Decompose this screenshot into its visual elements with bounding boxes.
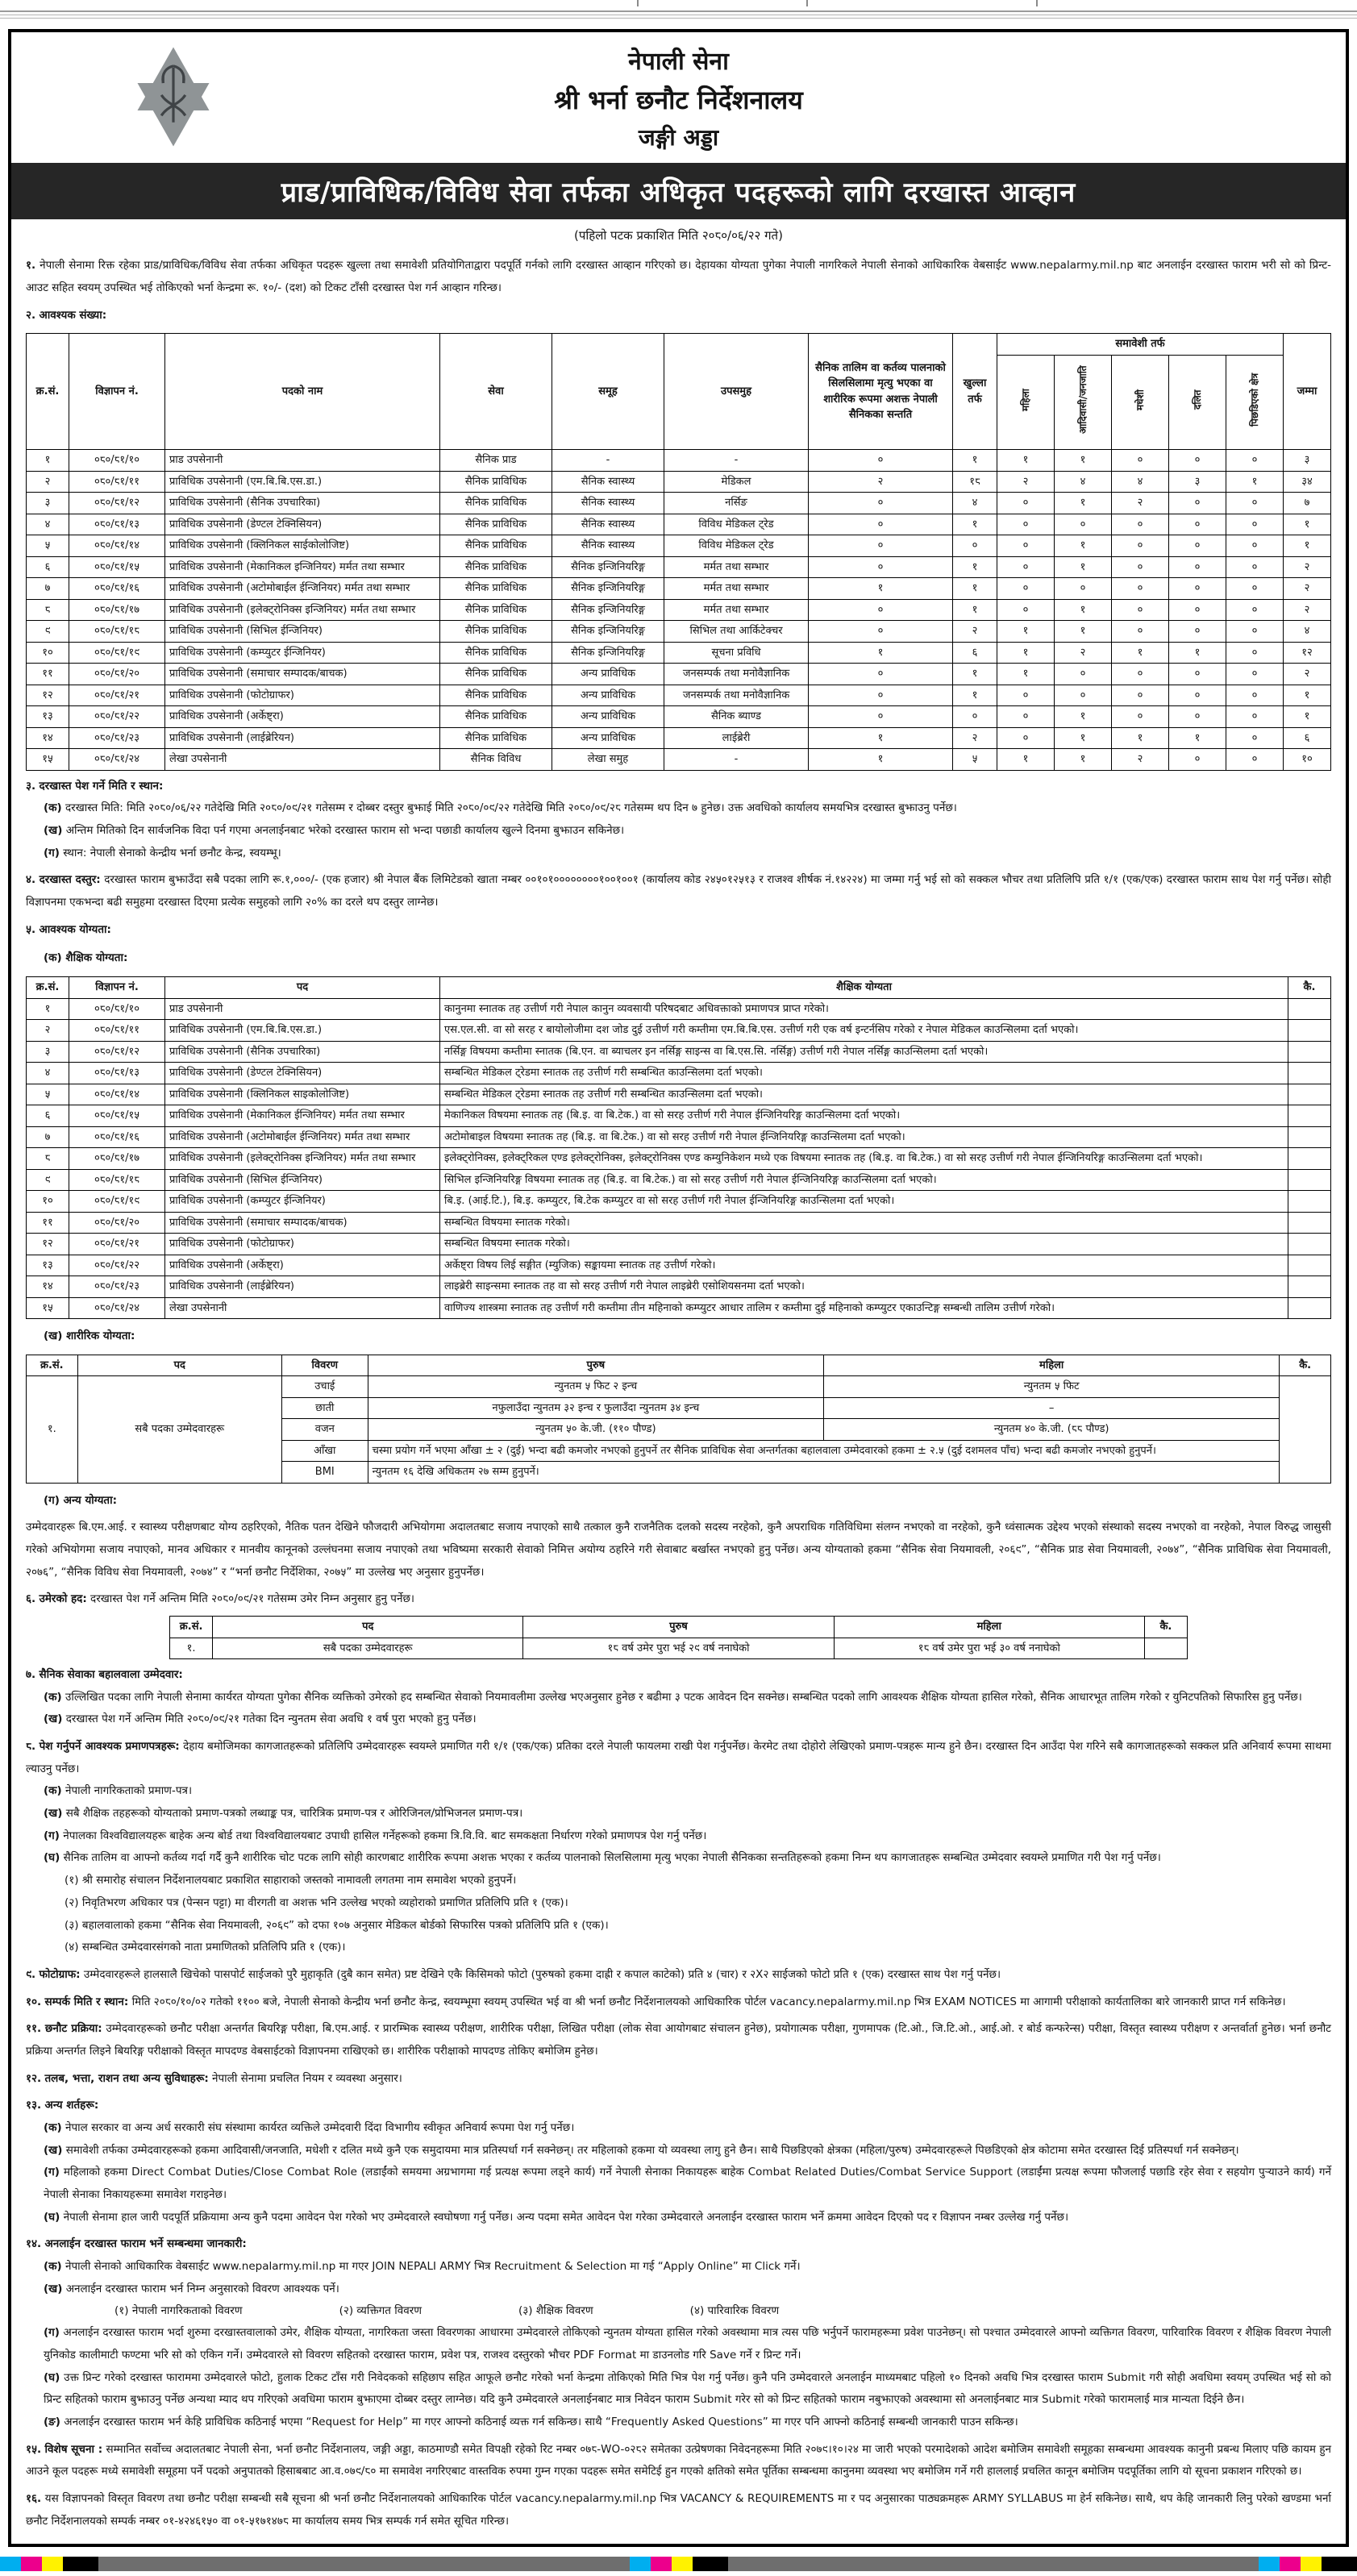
magenta-mark xyxy=(21,2557,42,2571)
col-header-post: पद xyxy=(165,977,440,999)
section-12: १२. तलब, भत्ता, राशन तथा अन्य सुविधाहरू: नेपाली सेनामा प्रचलित नियम र व्यवस्था अनुसार। xyxy=(26,2071,402,2085)
table-row: १२ ०८०/८१/२१ प्राविधिक उपसेनानी (फोटोग्राफर) सम्बन्धित विषयमा स्नातक गरेको। xyxy=(27,1234,1331,1255)
section-7-item-kha: (ख) दरखास्त पेश गर्ने अन्तिम मिति २०८०/०९/२१ गतेका दिन न्युनतम सेवा अवधि १ वर्ष पुरा भएको हुनु पर्नेछ। xyxy=(44,1712,477,1726)
physical-row-bmi: BMI न्युनतम १६ देखि अधिकतम २७ सम्म हुनुपर्ने। xyxy=(27,1462,1331,1484)
gray-bar xyxy=(98,2557,630,2571)
advert-banner-title: प्राड/प्राविधिक/विविध सेवा तर्फका अधिकृत पदहरूको लागि दरखास्त आव्हान xyxy=(11,163,1346,219)
table-row: २ ०८०/८१/११ प्राविधिक उपसेनानी (एम.बि.बि.एस.डा.) सैनिक प्राविधिक सैनिक स्वास्थ्य मेडिकल २ १८ २ ४ ४ ३ १ ३४ xyxy=(27,471,1331,493)
education-qualification-heading: (क) शैक्षिक योग्यता: xyxy=(44,951,128,965)
table-row: ७ ०८०/८१/१६ प्राविधिक उपसेनानी (अटोमोबाईल ईन्जिनियर) मर्मत तथा सम्भार सैनिक प्राविधिक सैनिक इन्जिनियरिङ्ग मर्मत तथा सम्भार १ १ ० ० ० ० ० २ xyxy=(27,578,1331,600)
table-row: ६ ०८०/८१/१५ प्राविधिक उपसेनानी (मेकानिकल ईन्जिनियर) मर्मत तथा सम्भार मेकानिकल विषयमा स्नातक तह (बि.इ. वा बि.टेक.) वा सो सरह उत्तीर्ण गरी नेपाल ईन्जिनियरिङ्ग काउन्सिलमा दर्ता भएको। xyxy=(27,1105,1331,1127)
col-header-group: समूह xyxy=(552,334,664,450)
physical-row-height: १. सबै पदका उम्मेदवारहरू उचाई न्युनतम ५ फिट २ इन्च न्युनतम ५ फिट xyxy=(27,1376,1331,1398)
section-11: ११. छनौट प्रक्रिया: उम्मेदवारहरूको छनौट परीक्षा अन्तर्गत बियरिङ्ग परीक्षा, बि.एम.आई. र प्रारम्भिक स्वास्थ्य परीक्षण, शारीरिक परीक्षा, लिखित परीक्षा (लोक सेवा आयोगबाट संचालन हुनेछ), प्रयोगात्मक परीक्षा, गुणमापक (टि.ओ., जि.टि.ओ., आई.ओ. र बोर्ड कन्फरेन्स) परीक्षा, विस्तृत स्वास्थ्य परीक्षण र अन्तर्वार्ता हुनेछ। भर्ना छनौट प्रक्रिया अन्तर्गत लिइने बियरिङ्ग परीक्षाको विस्तृत मापदण्ड वेबसाईटको विज्ञापनमा राखिएको छ। शारीरिक परीक्षाको मापदण्ड तोकिए बमोजिम हुनेछ। xyxy=(26,2022,1331,2058)
table-row: १४ ०८०/८१/२३ प्राविधिक उपसेनानी (लाईब्रेरियन) लाइब्रेरी साइन्समा स्नातक तह वा सो सरह उत्तीर्ण गरी नेपाल लाइब्रेरी एसोशियसनमा दर्ता भएको। xyxy=(27,1276,1331,1298)
table-row: १० ०८०/८१/१९ प्राविधिक उपसेनानी (कम्प्युटर ईन्जिनियर) सैनिक प्राविधिक सैनिक इन्जिनियरिङ्ग सूचना प्रविधि १ ६ १ २ १ १ ० १२ xyxy=(27,642,1331,664)
col-header-backward-region: पिछडिएको क्षेत्र xyxy=(1249,372,1260,427)
col-header-advt: विज्ञापन नं. xyxy=(69,977,165,999)
black-mark xyxy=(693,2557,728,2571)
table-row: ६ ०८०/८१/१५ प्राविधिक उपसेनानी (मेकानिकल इन्जिनियर) मर्मत तथा सम्भार सैनिक प्राविधिक सैनिक इन्जिनियरिङ्ग मर्मत तथा सम्भार ० १ ० १ ० ० ० २ xyxy=(27,556,1331,578)
section-15: १५. विशेष सूचना : सम्मानित सर्वोच्च अदालतबाट नेपाली सेना, भर्ना छनौट निर्देशनालय, जङ्गी अड्डा, काठमाण्डौ समेत विपक्षी रहेको रिट नम्बर ०७८-WO-०२८२ समेतका उत्प्रेषणका निवेदनहरूमा मिति २०७९।१०।२४ मा जारी भएको परमादेशको आदेश बमोजिम समावेशी समूहका सम्बन्धमा आवश्यक कानुनी प्रबन्ध मिलाए पछि कायम हुन आउने कूल पदहरू मध्ये समावेशी समूहमा पर्ने पदको अनुपातको हिसाबबाट आ.व.०७९/८० मा समावेश नगरिएबाट वास्तविक रुपमा गुम्न गएका पदहरू समेत समेटिई हुन गएको क्षतिको समेत पूर्तिका सम्बन्धमा कानुनमा व्यवस्था भए बमोजिम गर्ने गरी हाललाई प्रचलित कानून बमोजिम पदपूर्तिका लागि यो सूचना प्रकाशन गरिएको छ। xyxy=(26,2442,1332,2478)
black-mark xyxy=(63,2557,98,2571)
section-14: १४. अनलाईन दरखास्त फाराम भर्ने सम्बन्धमा जानकारी: xyxy=(26,2237,247,2251)
cyan-mark xyxy=(1259,2557,1280,2571)
org-title: नेपाली सेना xyxy=(628,48,729,76)
section-1 xyxy=(26,255,1331,299)
age-table-wrapper xyxy=(169,1616,1188,1659)
section-8-subitem-3: (३) बहालवालाको हकमा “सैनिक सेवा नियमावली, २०६९” को दफा १०७ अनुसार मेडिकल बोर्डको सिफारिस पत्रको प्रतिलिपि प्रति १ (एक)। xyxy=(65,1918,609,1932)
section-5: ५. आवश्यक योग्यता: xyxy=(26,922,111,936)
cyan-mark xyxy=(0,2557,21,2571)
table-row: ११ ०८०/८१/२० प्राविधिक उपसेनानी (समाचार सम्पादक/बाचक) सम्बन्धित विषयमा स्नातक गरेको। xyxy=(27,1212,1331,1234)
section-13-item-ga: (ग) महिलाको हकमा Direct Combat Duties/Close Combat Role (लडाईंको समयमा अग्रभागमा गई प्रत्यक्ष रूपमा लड्ने कार्य) गर्ने नेपाली सेनाका निकायहरू बाहेक Combat Related Duties/Combat Service Support (लडाईंमा प्रत्यक्ष रूपमा फौजलाई पछाडि रहेर सेवा र सहयोग पुऱ्याउने कार्य) गर्ने नेपाली सेनाका निकायहरूमा समावेश गराइनेछ। xyxy=(44,2166,1331,2201)
col-header-janajati: आदिवासी/जनजाति xyxy=(1077,365,1089,435)
section-13-item-ka: (क) नेपाल सरकार वा अन्य अर्ध सरकारी संघ संस्थामा कार्यरत व्यक्तिले उम्मेदवारी दिंदा विभागीय स्वीकृत अनिवार्य रूपमा पेश गर्नु पर्नेछ। xyxy=(44,2120,575,2134)
yellow-mark xyxy=(672,2557,693,2571)
physical-row-weight: वजन न्युनतम ५० के.जी. (११० पौण्ड) न्युनतम ४० के.जी. (८८ पौण्ड) xyxy=(27,1419,1331,1441)
col-header-sn: क्र.सं. xyxy=(27,334,69,450)
yellow-mark xyxy=(1301,2557,1322,2571)
section-4: ४. दरखास्त दस्तुर: दरखास्त फाराम बुझाउँदा सबै पदका लागि रू.१,०००/- (एक हजार) श्री नेपाल बैंक लिमिटेडको खाता नम्बर ००१०१००००००००१००१००१ (कार्यालय कोड २४५०१२५१३ र राजश्व शीर्षक नं.१४२२४) मा जम्मा गर्नु भई सो को सक्कल भौचर तथा प्रतिलिपि प्रति १/१ (एक/एक) दरखास्त फाराम साथ पेश गर्नु पर्नेछ। सोही विज्ञापनमा एकभन्दा बढी समुहमा दरखास्त दिएमा प्रत्येक समुहको लागि २०% का दरले थप दस्तुर लाग्नेछ। xyxy=(26,873,1331,909)
cyan-mark xyxy=(630,2557,651,2571)
published-date-line: (पहिलो पटक प्रकाशित मिति २०८०/०६/२२ गते) xyxy=(574,228,783,243)
col-header-service: सेवा xyxy=(440,334,552,450)
section-number: १. xyxy=(26,259,36,273)
table-row: ७ ०८०/८१/१६ प्राविधिक उपसेनानी (अटोमोबाईल ईन्जिनियर) मर्मत तथा सम्भार अटोमोबाइल विषयमा स्नातक तह (बि.इ. वा बि.टेक.) वा सो सरह उत्तीर्ण गरी नेपाल ईन्जिनियरिङ्ग काउन्सिलमा दर्ता भएको। xyxy=(27,1126,1331,1148)
section-7-item-ka: (क) उल्लिखित पदका लागि नेपाली सेनामा कार्यरत योग्यता पुगेका सैनिक व्यक्तिको उमेरको हद सम्बन्धित सेवाको नियमावलीमा उल्लेख भएअनुसार हुनेछ र बढीमा ३ पटक आवेदन दिन सक्नेछ। सम्बन्धित पदको लागि आवश्यक शैक्षिक योग्यता हासिल गरेको, सैनिक आधारभूत तालिम गरेको र युनिटपतिको सिफारिस हुनु पर्नेछ। xyxy=(44,1690,1302,1704)
col-header-total: जम्मा xyxy=(1284,334,1331,450)
table-row: १५ ०८०/८१/२४ लेखा उपसेनानी वाणिज्य शास्त्रमा स्नातक तह उत्तीर्ण गरी कम्तीमा तीन महिनाको कम्प्युटर आधार तालिम र कम्तीमा दुई महिनाको कम्प्युटर एकाउन्टिङ्ग सम्बन्धी तालिम उत्तीर्ण गरेको। xyxy=(27,1297,1331,1319)
section-14-detail-columns: (१) नेपाली नागरिकताको विवरण (२) व्यक्तिगत विवरण (३) शैक्षिक विवरण (४) पारिवारिक विवरण xyxy=(114,2304,780,2318)
table-row: ४ ०८०/८१/१३ प्राविधिक उपसेनानी (डेण्टल टेक्निसियन) सम्बन्धित मेडिकल ट्रेडमा स्नातक तह उत्तीर्ण गरी सम्बन्धित काउन्सिलमा दर्ता भएको। xyxy=(27,1063,1331,1084)
physical-table: क्र.सं. पद विवरण पुरुष महिला कै. १. सबै पदका उम्मेदवारहरू उचाई न्युनतम ५ फिट २ इन्च न्युनतम ५ फिट छाती नफुलाउँदा न्युनतम ३२ इन्च र फुलाउँदा न्युनतम ३४ इन्च – वजन न्युनतम ५० के.जी. (११० पौण्ड) न्युनतम ४० के.जी. (८८ पौण्ड) आँखा चस्मा प्रयोग गर्ने भएमा आँखा ± २ (दुई) भन्दा बढी कमजोर नभएको हुनुपर्ने तर सैनिक प्राविधिक सेवा अन्तर्गतका बहालवाला उम्मेदवारको हकमा ± २.५ (दुई दशमलव पाँच) भन्दा बढी कमजोर नभएको हुनुपर्ने। BMI न्युनतम १६ देखि अधिकतम २७ सम्म हुनुपर्ने। xyxy=(26,1355,1331,1484)
table-row: १ ०८०/८१/१० प्राड उपसेनानी सैनिक प्राड - - ० १ १ १ ० ० ० ३ xyxy=(27,450,1331,472)
table-row: १४ ०८०/८१/२३ प्राविधिक उपसेनानी (लाईब्रेरियन) सैनिक प्राविधिक अन्य प्राविधिक लाईब्रेरी १ २ ० १ १ १ ० ६ xyxy=(27,727,1331,749)
section-8-item-ga: (ग) नेपालका विश्वविद्यालयहरू बाहेक अन्य बोर्ड तथा विश्वविद्यालयबाट उपाधी हासिल गर्नेहरूको हकमा त्रि.वि.वि. बाट समकक्षता निर्धारण गरेको प्रमाणपत्र पेश गर्नु पर्नेछ। xyxy=(44,1829,707,1842)
advert-body xyxy=(11,245,1346,2544)
col-header-martyr-children: सैनिक तालिम वा कर्तव्य पालनाको सिलसिलामा मृत्यु भएका वा शारीरिक रूपमा अशक्त नेपाली सैनिकका सन्तति xyxy=(809,334,953,450)
section-3-item-kha: (ख) अन्तिम मितिको दिन सार्वजनिक विदा पर्न गएमा अनलाईनबाट भरेको दरखास्त फाराम सो भन्दा पछाडी कार्यालय खुल्ने दिनमा बुझाउन सकिनेछ। xyxy=(44,824,625,838)
magenta-mark xyxy=(651,2557,672,2571)
gray-bar xyxy=(728,2557,1259,2571)
section-8-item-kha: (ख) सबै शैक्षिक तहहरूको योग्यताको प्रमाण-पत्रको लब्धाङ्क पत्र, चारित्रिक प्रमाण-पत्र र ओरिजिनल/प्रोभिजनल प्रमाण-पत्र। xyxy=(44,1807,523,1821)
col-header-madhesi: मधेशी xyxy=(1134,389,1146,410)
table-row: ८ ०८०/८१/१७ प्राविधिक उपसेनानी (इलेक्ट्रोनिक्स इन्जिनियर) मर्मत तथा सम्भार इलेक्ट्रोनिक्स, इलेक्ट्रिकल एण्ड इलेक्ट्रोनिक्स, इलेक्ट्रोनिक्स एण्ड कम्युनिकेशन मध्ये एक विषयमा स्नातक तह (बि.इ. वा बि.टेक.) वा सो सरह उत्तीर्ण गरी नेपाल ईन्जिनियरिङ्ग काउन्सिलमा दर्ता भएको। xyxy=(27,1148,1331,1170)
col-header-advt: विज्ञापन नं. xyxy=(69,334,165,450)
newspaper-masthead-rules xyxy=(0,0,1357,29)
directorate-title: श्री भर्ना छनौट निर्देशनालय xyxy=(554,85,803,115)
col-header-female: महिला xyxy=(1020,388,1031,411)
section-14-item-ka: (क) नेपाली सेनाको आधिकारिक वेबसाईट www.nepalarmy.mil.np मा गएर JOIN NEPALI ARMY भित्र Recruitment & Selection मा गई “Apply Online” मा Click गर्ने। xyxy=(44,2259,801,2273)
table-row: ९ ०८०/८१/१८ प्राविधिक उपसेनानी (सिभिल ईन्जिनियर) सिभिल इन्जिनियरिङ्ग विषयमा स्नातक तह (बि.इ. वा बि.टेक.) वा सो सरह उत्तीर्ण गरी नेपाल ईन्जिनियरिङ्ग काउन्सिलमा दर्ता भएको। xyxy=(27,1169,1331,1191)
column-rule-ticks xyxy=(0,0,1357,6)
table-row: ११ ०८०/८१/२० प्राविधिक उपसेनानी (समाचार सम्पादक/बाचक) सैनिक प्राविधिक अन्य प्राविधिक जनसम्पर्क तथा मनोवैज्ञानिक ० १ १ ० ० ० ० २ xyxy=(27,664,1331,685)
yellow-mark xyxy=(42,2557,63,2571)
magenta-mark xyxy=(1280,2557,1301,2571)
table-row: १० ०८०/८१/१९ प्राविधिक उपसेनानी (कम्प्युटर ईन्जिनियर) बि.इ. (आई.टि.), बि.इ. कम्प्युटर, बि.टेक कम्प्युटर वा सो सरह उत्तीर्ण गरी नेपाल ईन्जिनियरिङ्ग काउन्सिलमा दर्ता भएको। xyxy=(27,1191,1331,1213)
section-7: ७. सैनिक सेवाका बहालवाला उम्मेदवार: xyxy=(26,1668,183,1682)
section-10: १०. सम्पर्क मिति र स्थान: मिति २०८०/१०/०२ गतेको ११०० बजे, नेपाली सेनाको केन्द्रीय भर्ना छनौट केन्द्र, स्वयम्भूमा स्वयम् उपस्थित भई वा श्री भर्ना छनौट निर्देशनालयको आधिकारिक पोर्टल vacancy.nepalarmy.mil.np भित्र EXAM NOTICES मा आगामी परीक्षाको कार्यतालिका बारे जानकारी प्राप्त गर्न सकिनेछ। xyxy=(26,1995,1286,2008)
age-table: क्र.सं. पद पुरुष महिला कै. १. सबै पदका उम्मेदवारहरू १८ वर्ष उमेर पुरा भई २९ वर्ष ननाघेको १८ वर्ष उमेर पुरा भई ३० वर्ष ननाघेको xyxy=(169,1616,1188,1659)
education-table-wrapper xyxy=(26,976,1331,1319)
section-13: १३. अन्य शर्तहरू: xyxy=(26,2099,99,2112)
masthead-rule xyxy=(0,18,1357,19)
education-table xyxy=(26,976,1331,1319)
section-14-item-kha: (ख) अनलाईन दरखास्त फाराम भर्न निम्न अनुसारको विवरण आवश्यक पर्ने। xyxy=(44,2282,339,2295)
other-qualification-text: उम्मेदवारहरू बि.एम.आई. र स्वास्थ्य परीक्षणबाट योग्य ठहरिएको, नैतिक पतन देखिने फौजदारी अभियोगमा अदालतबाट सजाय नपाएको साथै तत्काल कुनै राजनैतिक दलको सदस्य नरहेको, कुनै अपराधिक गतिविधिमा संलग्न नभएको वा नरहेको, कुनै ध्वंसात्मक उद्देश्य भएको संस्थाको सदस्य नभएको वा नरहेको, नेपाल विरुद्ध जासुसी गरेको अभियोगमा सजाय नपाएको, मानव अधिकार र मानवीय कानूनको उल्लंघनमा सजाय नपाएको तथा भविष्यमा सरकारी सेवाको निमित्त अयोग्य ठहरिने गरी सेवाबाट बर्खास्त नभएको हुनु पर्नेछ। अन्य योग्यताको हकमा “सैनिक सेवा नियमावली, २०६९”, “सैनिक प्राड सेवा नियमावली, २०७४”, “सैनिक प्राविधिक सेवा नियमावली, २०७६”, “सैनिक विविध सेवा नियमावली, २०७४” र “भर्ना छनौट निर्देशिका, २०७५” मा उल्लेख भए अनुसार हुनुपर्नेछ। xyxy=(26,1521,1331,1579)
section-8: ८. पेश गर्नुपर्ने आवश्यक प्रमाणपत्रहरू: देहाय बमोजिमका कागजातहरूको प्रतिलिपि उम्मेदवारहरू स्वयम्ले प्रमाणित गरी १/१ (एक/एक) प्रतिका दरले नेपाली फायलमा राखी पेश गर्नुपर्नेछ। केरमेट तथा दोहोरो लेखिएको प्रमाण-पत्रहरू मान्य हुने छैन। दरखास्त दिन आउँदा पेश गरिने सबै कागजातहरूको सक्कल प्रति अनिवार्य रूपमा साथमा ल्याउनु पर्नेछ। xyxy=(26,1740,1332,1775)
age-table-row: १. सबै पदका उम्मेदवारहरू १८ वर्ष उमेर पुरा भई २९ वर्ष ननाघेको १८ वर्ष उमेर पुरा भई ३० वर्ष ननाघेको xyxy=(170,1638,1188,1659)
section-8-item-ka: (क) नेपाली नागरिकताको प्रमाण-पत्र। xyxy=(44,1784,193,1798)
table-row: १५ ०८०/८१/२४ लेखा उपसेनानी सैनिक विविध लेखा समुह - १ ५ १ १ २ ० ० १० xyxy=(27,749,1331,771)
section-13-item-gha: (घ) नेपाली सेनामा हाल जारी पदपूर्ति प्रक्रियामा अन्य कुनै पदमा आवेदन पेश गरेको भए उम्मेदवारले स्वघोषणा गर्नु पर्नेछ। अन्य पदमा समेत आवेदन पेश गरेका उम्मेदवारले अनलाईन दरखास्त फाराम भर्ने क्रममा आवेदन दिएको पद र विज्ञापन नम्बर उल्लेख गर्नु पर्नेछ। xyxy=(44,2210,1069,2224)
col-header-remarks: कै. xyxy=(1288,977,1331,999)
section-8-subitem-4: (४) सम्बन्धित उम्मेदवारसंगको नाता प्रमाणितको प्रतिलिपि प्रति १ (एक)। xyxy=(65,1941,346,1954)
col-header-inclusive-group: समावेशी तर्फ xyxy=(997,334,1284,356)
print-color-calibration-strip xyxy=(0,2557,1357,2571)
vacancy-table-wrapper xyxy=(26,333,1331,771)
table-row: २ ०८०/८१/११ प्राविधिक उपसेनानी (एम.बि.बि.एस.डा.) एस.एल.सी. वा सो सरह र बायोलोजीमा दश जोड दुई उत्तीर्ण गरी कम्तीमा एम.बि.बि.एस. उत्तीर्ण गरी एक वर्ष इन्टर्नसिप गरेको र नेपाल मेडिकल काउन्सिलमा दर्ता भएको। xyxy=(27,1020,1331,1042)
col-header-sn: क्र.सं. xyxy=(27,977,69,999)
section-2: २. आवश्यक संख्या: xyxy=(26,308,107,322)
black-mark xyxy=(1322,2557,1357,2571)
col-header-dalit: दलित xyxy=(1192,389,1203,410)
nepali-army-emblem-icon xyxy=(131,45,216,148)
education-table-body xyxy=(27,998,1331,1319)
section-16: १६. यस विज्ञापनको विस्तृत विवरण तथा छनौट परीक्षा सम्बन्धी सबै सूचना श्री भर्ना छनौट निर्देशनालयको आधिकारिक पोर्टल vacancy.nepalarmy.mil.np भित्र VACANCY & REQUIREMENTS मा र पद अनुसारका पाठ्यक्रमहरू ARMY SYLLABUS मा हेर्न सकिनेछ। साथै, थप केहि जानकारी लिनु परेको खण्डमा भर्ना छनौट निर्देशनालयको सम्पर्क नम्बर ०१-४२४६१५० वा ०१-५१७१४७८ मा कार्यालय समय भित्र सम्पर्क गर्न समेत सूचित गरिन्छ। xyxy=(26,2491,1332,2528)
section-14-item-ga: (ग) अनलाईन दरखास्त फाराम भर्दा शुरुमा दरखास्तवालाको उमेर, शैक्षिक योग्यता, नागरिकता जस्ता विवरणका आधारमा उम्मेदवारले तोकिएको न्युनतम योग्यता हासिल गरेको अवस्थामा मात्र त्यस पछि भर्नुपर्ने फारामहरूमा प्रवेश पाउनेछन्। सो पश्चात उम्मेदवारले आफ्नो व्यक्तिगत विवरण, पारिवारिक विवरण र शैक्षिक विवरण नेपाली युनिकोड कालीमाटी फण्टमा भरि सो को एकिन गर्ने। उम्मेदवारले सो विवरण सहितको दरखास्त फाराम, प्रवेश पत्र, राजश्व दस्तुरको भौचर PDF Format मा डाउनलोड गरि Save गर्ने र प्रिन्ट गर्ने। xyxy=(44,2326,1331,2362)
physical-table-wrapper xyxy=(26,1355,1331,1484)
table-row: ८ ०८०/८१/१७ प्राविधिक उपसेनानी (इलेक्ट्रोनिक्स इन्जिनियर) मर्मत तथा सम्भार सैनिक प्राविधिक सैनिक इन्जिनियरिङ्ग मर्मत तथा सम्भार ० १ ० १ ० ० ० २ xyxy=(27,599,1331,621)
physical-row-chest: छाती नफुलाउँदा न्युनतम ३२ इन्च र फुलाउँदा न्युनतम ३४ इन्च – xyxy=(27,1397,1331,1419)
table-row: १३ ०८०/८१/२२ प्राविधिक उपसेनानी (अर्केष्ट्रा) अर्केष्ट्रा विषय लिई सङ्गीत (म्युजिक) सङ्कायमा स्नातक तह उत्तीर्ण गरेको। xyxy=(27,1255,1331,1276)
table-row: १ ०८०/८१/१० प्राड उपसेनानी कानुनमा स्नातक तह उत्तीर्ण गरी नेपाल कानुन व्यवसायी परिषदबाट अधिवक्ताको प्रमाणपत्र प्राप्त गरेको। xyxy=(27,998,1331,1020)
advert-header xyxy=(11,32,1346,163)
section-8-subitem-1: (१) श्री समारोह संचालन निर्देशनालयबाट प्रकाशित साहाराको जस्तको नामावली लगतमा नाम समावेश भएको हुनुपर्ने। xyxy=(65,1874,517,1887)
section-9: ९. फोटोग्राफ: उम्मेदवारहरूले हालसालै खिचेको पासपोर्ट साईजको पुरै मुहाकृति (दुबै कान समेत) प्रष्ट देखिने एकै किसिमको फोटो (पुरुषको हकमा दाह्री र कपाल काटेको) प्रति ४ (चार) र २X२ साईजको फोटो प्रति १ (एक) दरखास्त साथ पेश गर्नु पर्नेछ। xyxy=(26,1967,1001,1981)
section-8-subitem-2: (२) निवृतिभरण अधिकार पत्र (पेन्सन पट्टा) मा वीरगती वा अशक्त भनि उल्लेख भएको व्यहोराको प्रमाणित प्रतिलिपि प्रति १ (एक)। xyxy=(65,1896,568,1909)
section-8-item-gha: (घ) सैनिक तालिम वा आफ्नो कर्तव्य गर्दा गर्दै कुनै शारीरिक चोट पटक लागि सोही कारणबाट शारीरिक रूपमा अशक्त भएका र कर्तव्य पालनाको सिलसिलामा मृत्यु भएका नेपाली सैनिकका सन्ततिहरूको हकमा निम्न थप कागजातहरू सम्बन्धित उम्मेदवार स्वयम्ले प्रमाणित गरी पेश गर्नु पर्नेछ। xyxy=(44,1851,1161,1865)
advert-frame xyxy=(8,29,1349,2547)
section-text: नेपाली सेनामा रिक्त रहेका प्राड/प्राविधिक/विविध सेवा तर्फका अधिकृत पदहरू खुल्ला तथा समावेशी प्रतियोगिताद्वारा पदपूर्ति गर्नको लागि दरखास्त आव्हान गरिएको छ। देहायका योग्यता पुगेका नेपाली नागरिकले नेपाली सेनाको आधिकारिक वेबसाईट www.nepalarmy.mil.np बाट अनलाईन दरखास्त फाराम भरी सो को प्रिन्ट-आउट सहित स्वयम् उपस्थित भई तोकिएको भर्ना केन्द्रमा रू. १०/- (दश) को टिकट टाँसी दरखास्त पेश गर्न आव्हान गरिन्छ। xyxy=(26,259,1331,294)
physical-row-eyes: आँखा चस्मा प्रयोग गर्ने भएमा आँखा ± २ (दुई) भन्दा बढी कमजोर नभएको हुनुपर्ने तर सैनिक प्राविधिक सेवा अन्तर्गतका बहालवाला उम्मेदवारको हकमा ± २.५ (दुई दशमलव पाँच) भन्दा बढी कमजोर नभएको हुनुपर्ने। xyxy=(27,1440,1331,1462)
section-3-item-ka: (क) दरखास्त मिति: मिति २०८०/०६/२२ गतेदेखि मिति २०८०/०९/२१ गतेसम्म र दोब्बर दस्तुर बुझाई मिति २०८०/०९/२२ गतेदेखि मिति २०८०/०९/२८ गतेसम्म थप दिन ७ हुनेछ। उक्त अवधिको कार्यालय समयभित्र दरखास्त बुझाउनु पर्नेछ। xyxy=(44,801,957,815)
col-header-open: खुल्ला तर्फ xyxy=(953,334,997,450)
table-row: १२ ०८०/८१/२१ प्राविधिक उपसेनानी (फोटोग्राफर) सैनिक प्राविधिक अन्य प्राविधिक जनसम्पर्क तथा मनोवैज्ञानिक ० १ ० ० ० ० ० १ xyxy=(27,685,1331,706)
vacancy-table-body xyxy=(27,450,1331,771)
section-13-item-kha: (ख) समावेशी तर्फका उम्मेदवारहरूको हकमा आदिवासी/जनजाति, मधेशी र दलित मध्ये कुनै एक समुदायमा मात्र प्रतिस्पर्धा गर्न सक्नेछन्। तर महिलाको हकमा यो व्यवस्था लागु हुने छैन। साथै पिछडिएको क्षेत्रका (महिला/पुरुष) उम्मेदवारहरूले पिछडिएको क्षेत्र कोटामा समेत दरखास्त दिई प्रतिस्पर्धा गर्न सक्नेछन्। xyxy=(44,2143,1239,2157)
col-header-subgroup: उपसमुह xyxy=(664,334,809,450)
other-qualification-heading: (ग) अन्य योग्यता: xyxy=(44,1493,118,1507)
section-3: ३. दरखास्त पेश गर्ने मिति र स्थान: xyxy=(26,779,164,793)
section-14-item-nga: (ङ) अनलाईन दरखास्त फाराम भर्न केहि प्राविधिक कठिनाई भएमा “Request for Help” मा गएर आफ्नो कठिनाई व्यक्त गर्न सकिन्छ। साथै “Frequently Asked Questions” मा गएर पनि आफ्नो कठिनाई सम्बन्धी जानकारी पाउन सकिन्छ। xyxy=(44,2415,1018,2428)
headquarters-title: जङ्गी अड्डा xyxy=(638,124,719,152)
table-row: ३ ०८०/८१/१२ प्राविधिक उपसेनानी (सैनिक उपचारिका) नर्सिङ्ग विषयमा कम्तीमा स्नातक (बि.एन. वा ब्याचलर इन नर्सिङ्ग साइन्स वा बि.एस.सि. नर्सिङ्ग) उत्तीर्ण गरी नेपाल नर्सिङ्ग काउन्सिलमा दर्ता भएको। xyxy=(27,1041,1331,1063)
section-14-item-gha: (घ) उक्त प्रिन्ट गरेको दरखास्त फाराममा उम्मेदवारले फोटो, हुलाक टिकट टाँस गरी निवेदकको सहिछाप सहित आफूले छनौट गरेको भर्ना केन्द्रमा तोकिएको मिति भित्र पेश गर्नु पर्नेछ। कुनै पनि उम्मेदवारले अनलाईन माध्यमबाट पहिलो १० दिनको अवधि भित्र दरखास्त फाराम Submit गरी सोही अवधिमा स्वयम् उपस्थित भई सो को प्रिन्ट सहितको फाराम बुझाउनु पर्नेछ अन्यथा म्याद थप गरिएको अवधिमा फाराम बुझाएमा दोब्बर दस्तुर लाग्नेछ। यदि कुनै उम्मेदवारले अनलाईनबाट मात्र निवेदन फाराम Submit गरेर सो को प्रिन्ट सहितको फाराम नबुझाएको अवस्थामा सो अनलाईनबाट मात्र Submit गरेको फारामलाई मात्र मान्यता दिईने छैन। xyxy=(44,2370,1331,2407)
masthead-rule xyxy=(0,10,1357,12)
section-6: ६. उमेरको हद: दरखास्त पेश गर्ने अन्तिम मिति २०८०/०९/२१ गतेसम्म उमेर निम्न अनुसार हुनु पर्नेछ। xyxy=(26,1592,415,1606)
table-row: १३ ०८०/८१/२२ प्राविधिक उपसेनानी (अर्केष्ट्रा) सैनिक प्राविधिक अन्य प्राविधिक सैनिक ब्याण्ड ० ० ० १ ० ० ० १ xyxy=(27,706,1331,728)
table-row: ५ ०८०/८१/१४ प्राविधिक उपसेनानी (क्लिनिकल साईकोलोजिष्ट) सैनिक प्राविधिक सैनिक स्वास्थ्य विविध मेडिकल ट्रेड ० ० ० १ ० ० ० १ xyxy=(27,535,1331,557)
section-title: आवश्यक संख्या: xyxy=(39,308,107,322)
physical-qualification-heading: (ख) शारीरिक योग्यता: xyxy=(44,1330,135,1343)
vacancy-table xyxy=(26,333,1331,771)
col-header-qualification: शैक्षिक योग्यता xyxy=(440,977,1288,999)
col-header-post: पदको नाम xyxy=(165,334,440,450)
table-row: ४ ०८०/८१/१३ प्राविधिक उपसेनानी (डेण्टल टेक्निसियन) सैनिक प्राविधिक सैनिक स्वास्थ्य विविध मेडिकल ट्रेड ० १ ० ० ० ० ० १ xyxy=(27,514,1331,535)
table-row: ३ ०८०/८१/१२ प्राविधिक उपसेनानी (सैनिक उपचारिका) सैनिक प्राविधिक सैनिक स्वास्थ्य नर्सिङ ० ४ ० १ २ ० ० ७ xyxy=(27,493,1331,514)
table-row: ५ ०८०/८१/१४ प्राविधिक उपसेनानी (क्लिनिकल साइकोलोजिष्ट) सम्बन्धित मेडिकल ट्रेडमा स्नातक तह उत्तीर्ण गरी सम्बन्धित काउन्सिलमा दर्ता भएको। xyxy=(27,1084,1331,1105)
table-row: ९ ०८०/८१/१८ प्राविधिक उपसेनानी (सिभिल ईन्जिनियर) सैनिक प्राविधिक सैनिक इन्जिनियरिङ्ग सिभिल तथा आर्किटेक्चर ० २ १ १ ० ० ० ४ xyxy=(27,621,1331,643)
section-3-item-ga: (ग) स्थान: नेपाली सेनाको केन्द्रीय भर्ना छनौट केन्द्र, स्वयम्भू। xyxy=(44,846,281,859)
